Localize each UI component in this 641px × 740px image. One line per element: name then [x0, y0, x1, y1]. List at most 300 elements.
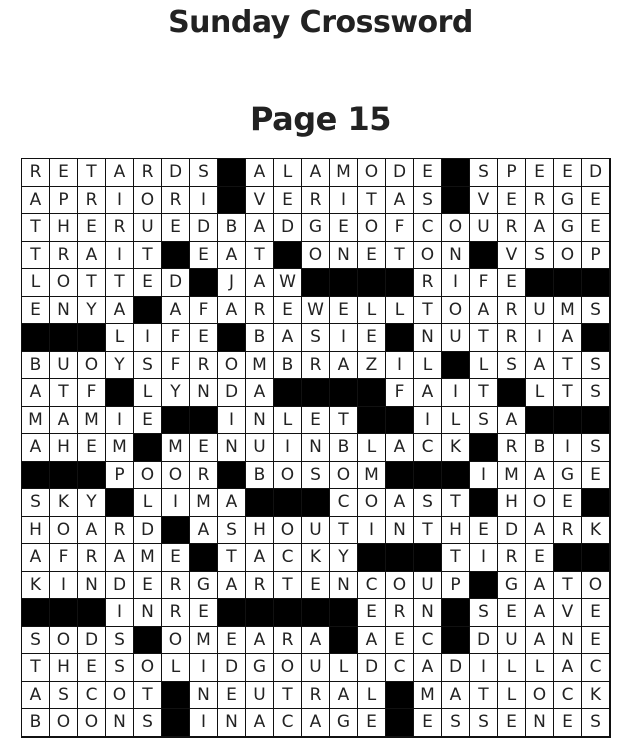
grid-cell[interactable]: M	[134, 544, 162, 572]
grid-cell[interactable]: E	[554, 159, 582, 187]
grid-cell[interactable]: T	[246, 242, 274, 270]
grid-cell[interactable]: U	[498, 627, 526, 655]
grid-cell[interactable]: E	[358, 242, 386, 270]
grid-cell[interactable]: R	[526, 187, 554, 215]
grid-cell[interactable]: A	[246, 214, 274, 242]
grid-cell[interactable]: D	[218, 654, 246, 682]
grid-cell[interactable]: S	[498, 352, 526, 380]
grid-cell[interactable]: L	[134, 489, 162, 517]
grid-cell[interactable]: A	[246, 709, 274, 737]
grid-cell[interactable]: T	[470, 379, 498, 407]
grid-cell[interactable]: J	[218, 269, 246, 297]
grid-cell[interactable]: H	[50, 214, 78, 242]
grid-cell[interactable]: B	[22, 709, 50, 737]
grid-cell[interactable]: I	[358, 517, 386, 545]
grid-cell[interactable]: D	[274, 214, 302, 242]
grid-cell[interactable]: E	[470, 517, 498, 545]
grid-cell[interactable]: S	[582, 709, 610, 737]
grid-cell[interactable]: T	[78, 269, 106, 297]
grid-cell[interactable]: C	[358, 572, 386, 600]
grid-cell[interactable]: D	[498, 517, 526, 545]
grid-cell[interactable]: A	[190, 517, 218, 545]
grid-cell[interactable]: A	[106, 297, 134, 325]
grid-cell[interactable]: S	[106, 627, 134, 655]
grid-cell[interactable]: E	[582, 462, 610, 490]
grid-cell[interactable]: Y	[78, 297, 106, 325]
grid-cell[interactable]: R	[162, 187, 190, 215]
grid-cell[interactable]: B	[526, 434, 554, 462]
grid-cell[interactable]: T	[22, 654, 50, 682]
grid-cell[interactable]: T	[414, 297, 442, 325]
grid-cell[interactable]: D	[358, 654, 386, 682]
grid-cell[interactable]: R	[498, 434, 526, 462]
grid-cell[interactable]: A	[414, 379, 442, 407]
grid-cell[interactable]: A	[302, 159, 330, 187]
grid-cell[interactable]: N	[554, 627, 582, 655]
grid-cell[interactable]: T	[414, 517, 442, 545]
grid-cell[interactable]: S	[470, 159, 498, 187]
grid-cell[interactable]: B	[274, 352, 302, 380]
grid-cell[interactable]: S	[50, 682, 78, 710]
grid-cell[interactable]: P	[498, 159, 526, 187]
grid-cell[interactable]: R	[386, 599, 414, 627]
grid-cell[interactable]: F	[386, 379, 414, 407]
grid-cell[interactable]: U	[302, 517, 330, 545]
grid-cell[interactable]: O	[218, 352, 246, 380]
grid-cell[interactable]: E	[218, 682, 246, 710]
grid-cell[interactable]: D	[162, 159, 190, 187]
grid-cell[interactable]: O	[106, 682, 134, 710]
grid-cell[interactable]: K	[302, 544, 330, 572]
grid-cell[interactable]: G	[554, 462, 582, 490]
grid-cell[interactable]: C	[274, 544, 302, 572]
grid-cell[interactable]: L	[498, 654, 526, 682]
grid-cell[interactable]: S	[218, 517, 246, 545]
grid-cell[interactable]: D	[162, 269, 190, 297]
grid-cell[interactable]: I	[330, 324, 358, 352]
grid-cell[interactable]: K	[582, 682, 610, 710]
grid-cell[interactable]: T	[470, 324, 498, 352]
grid-cell[interactable]: E	[358, 324, 386, 352]
grid-cell[interactable]: S	[526, 242, 554, 270]
grid-cell[interactable]: A	[386, 489, 414, 517]
grid-cell[interactable]: A	[78, 517, 106, 545]
grid-cell[interactable]: B	[330, 434, 358, 462]
grid-cell[interactable]: F	[386, 214, 414, 242]
grid-cell[interactable]: Y	[162, 379, 190, 407]
grid-cell[interactable]: T	[330, 517, 358, 545]
grid-cell[interactable]: O	[386, 572, 414, 600]
grid-cell[interactable]: O	[358, 489, 386, 517]
grid-cell[interactable]: C	[414, 214, 442, 242]
grid-cell[interactable]: A	[554, 654, 582, 682]
grid-cell[interactable]: E	[22, 297, 50, 325]
grid-cell[interactable]: S	[134, 352, 162, 380]
grid-cell[interactable]: O	[526, 682, 554, 710]
grid-cell[interactable]: O	[50, 269, 78, 297]
grid-cell[interactable]: O	[358, 214, 386, 242]
grid-cell[interactable]: D	[78, 627, 106, 655]
grid-cell[interactable]: E	[330, 297, 358, 325]
grid-cell[interactable]: M	[190, 627, 218, 655]
grid-cell[interactable]: I	[106, 599, 134, 627]
grid-cell[interactable]: L	[414, 352, 442, 380]
grid-cell[interactable]: O	[134, 654, 162, 682]
grid-cell[interactable]: G	[554, 187, 582, 215]
grid-cell[interactable]: I	[274, 434, 302, 462]
grid-cell[interactable]: K	[22, 572, 50, 600]
grid-cell[interactable]: F	[190, 297, 218, 325]
grid-cell[interactable]: A	[470, 297, 498, 325]
grid-cell[interactable]: I	[106, 407, 134, 435]
grid-cell[interactable]: Y	[106, 352, 134, 380]
grid-cell[interactable]: D	[218, 379, 246, 407]
grid-cell[interactable]: R	[274, 627, 302, 655]
grid-cell[interactable]: O	[50, 517, 78, 545]
grid-cell[interactable]: L	[330, 654, 358, 682]
grid-cell[interactable]: E	[162, 214, 190, 242]
grid-cell[interactable]: A	[162, 297, 190, 325]
grid-cell[interactable]: M	[22, 407, 50, 435]
grid-cell[interactable]: R	[22, 159, 50, 187]
grid-cell[interactable]: O	[134, 462, 162, 490]
grid-cell[interactable]: N	[218, 709, 246, 737]
grid-cell[interactable]: A	[246, 544, 274, 572]
grid-cell[interactable]: D	[106, 572, 134, 600]
grid-cell[interactable]: E	[78, 434, 106, 462]
grid-cell[interactable]: E	[554, 709, 582, 737]
grid-cell[interactable]: O	[582, 572, 610, 600]
grid-cell[interactable]: D	[582, 159, 610, 187]
grid-cell[interactable]: S	[470, 709, 498, 737]
grid-cell[interactable]: G	[330, 709, 358, 737]
grid-cell[interactable]: A	[22, 187, 50, 215]
grid-cell[interactable]: U	[246, 682, 274, 710]
grid-cell[interactable]: G	[302, 214, 330, 242]
grid-cell[interactable]: I	[190, 709, 218, 737]
grid-cell[interactable]: A	[302, 627, 330, 655]
grid-cell[interactable]: E	[358, 709, 386, 737]
grid-cell[interactable]: L	[386, 297, 414, 325]
grid-cell[interactable]: M	[162, 434, 190, 462]
grid-cell[interactable]: A	[526, 462, 554, 490]
grid-cell[interactable]: S	[22, 627, 50, 655]
grid-cell[interactable]: W	[274, 269, 302, 297]
grid-cell[interactable]: T	[554, 379, 582, 407]
grid-cell[interactable]: D	[386, 159, 414, 187]
grid-cell[interactable]: L	[358, 434, 386, 462]
grid-cell[interactable]: E	[582, 627, 610, 655]
grid-cell[interactable]: T	[218, 544, 246, 572]
grid-cell[interactable]: O	[274, 462, 302, 490]
grid-cell[interactable]: V	[498, 242, 526, 270]
grid-cell[interactable]: B	[218, 214, 246, 242]
grid-cell[interactable]: E	[526, 159, 554, 187]
grid-cell[interactable]: M	[330, 159, 358, 187]
grid-cell[interactable]: S	[414, 187, 442, 215]
grid-cell[interactable]: A	[78, 242, 106, 270]
grid-cell[interactable]: R	[162, 572, 190, 600]
grid-cell[interactable]: C	[554, 682, 582, 710]
grid-cell[interactable]: S	[582, 297, 610, 325]
grid-cell[interactable]: I	[134, 324, 162, 352]
grid-cell[interactable]: D	[190, 214, 218, 242]
grid-cell[interactable]: E	[162, 544, 190, 572]
grid-cell[interactable]: R	[106, 517, 134, 545]
grid-cell[interactable]: D	[442, 654, 470, 682]
grid-cell[interactable]: U	[134, 214, 162, 242]
grid-cell[interactable]: L	[274, 407, 302, 435]
grid-cell[interactable]: U	[414, 572, 442, 600]
grid-cell[interactable]: A	[246, 159, 274, 187]
grid-cell[interactable]: B	[22, 352, 50, 380]
grid-cell[interactable]: S	[190, 159, 218, 187]
grid-cell[interactable]: E	[190, 434, 218, 462]
grid-cell[interactable]: H	[22, 517, 50, 545]
grid-cell[interactable]: A	[22, 682, 50, 710]
grid-cell[interactable]: A	[218, 297, 246, 325]
grid-cell[interactable]: A	[106, 544, 134, 572]
grid-cell[interactable]: R	[498, 324, 526, 352]
grid-cell[interactable]: S	[470, 407, 498, 435]
grid-cell[interactable]: A	[330, 352, 358, 380]
grid-cell[interactable]: M	[358, 462, 386, 490]
grid-cell[interactable]: R	[302, 682, 330, 710]
grid-cell[interactable]: P	[442, 572, 470, 600]
grid-cell[interactable]: S	[582, 379, 610, 407]
grid-cell[interactable]: I	[190, 654, 218, 682]
grid-cell[interactable]: K	[50, 489, 78, 517]
grid-cell[interactable]: H	[246, 517, 274, 545]
grid-cell[interactable]: T	[554, 572, 582, 600]
grid-cell[interactable]: E	[50, 159, 78, 187]
grid-cell[interactable]: H	[442, 517, 470, 545]
grid-cell[interactable]: T	[554, 352, 582, 380]
grid-cell[interactable]: N	[50, 297, 78, 325]
grid-cell[interactable]: R	[246, 297, 274, 325]
grid-cell[interactable]: I	[554, 434, 582, 462]
grid-cell[interactable]: B	[246, 462, 274, 490]
grid-cell[interactable]: I	[470, 462, 498, 490]
grid-cell[interactable]: N	[106, 709, 134, 737]
grid-cell[interactable]: T	[78, 159, 106, 187]
grid-cell[interactable]: I	[414, 407, 442, 435]
grid-cell[interactable]: R	[50, 242, 78, 270]
grid-cell[interactable]: A	[22, 379, 50, 407]
grid-cell[interactable]: K	[442, 434, 470, 462]
grid-cell[interactable]: E	[274, 297, 302, 325]
grid-cell[interactable]: A	[246, 627, 274, 655]
grid-cell[interactable]: E	[134, 269, 162, 297]
grid-cell[interactable]: A	[526, 352, 554, 380]
grid-cell[interactable]: M	[190, 489, 218, 517]
grid-cell[interactable]: N	[218, 434, 246, 462]
grid-cell[interactable]: S	[106, 654, 134, 682]
grid-cell[interactable]: M	[554, 297, 582, 325]
grid-cell[interactable]: A	[218, 242, 246, 270]
grid-cell[interactable]: Z	[358, 352, 386, 380]
grid-cell[interactable]: E	[498, 599, 526, 627]
grid-cell[interactable]: N	[78, 572, 106, 600]
grid-cell[interactable]: A	[526, 572, 554, 600]
grid-cell[interactable]: O	[554, 242, 582, 270]
grid-cell[interactable]: T	[274, 572, 302, 600]
grid-cell[interactable]: R	[498, 544, 526, 572]
grid-cell[interactable]: P	[106, 462, 134, 490]
grid-cell[interactable]: S	[442, 709, 470, 737]
grid-cell[interactable]: E	[274, 187, 302, 215]
grid-cell[interactable]: A	[22, 544, 50, 572]
grid-cell[interactable]: L	[162, 654, 190, 682]
grid-cell[interactable]: I	[526, 324, 554, 352]
grid-cell[interactable]: E	[302, 572, 330, 600]
grid-cell[interactable]: U	[442, 324, 470, 352]
grid-cell[interactable]: N	[414, 599, 442, 627]
grid-cell[interactable]: A	[498, 407, 526, 435]
grid-cell[interactable]: O	[50, 627, 78, 655]
grid-cell[interactable]: M	[246, 352, 274, 380]
grid-cell[interactable]: I	[470, 654, 498, 682]
grid-cell[interactable]: N	[246, 407, 274, 435]
grid-cell[interactable]: G	[554, 214, 582, 242]
grid-cell[interactable]: O	[274, 654, 302, 682]
grid-cell[interactable]: C	[414, 434, 442, 462]
grid-cell[interactable]: S	[302, 324, 330, 352]
grid-cell[interactable]: T	[274, 682, 302, 710]
grid-cell[interactable]: A	[526, 517, 554, 545]
grid-cell[interactable]: O	[414, 242, 442, 270]
grid-cell[interactable]: O	[50, 709, 78, 737]
grid-cell[interactable]: F	[470, 269, 498, 297]
grid-cell[interactable]: L	[22, 269, 50, 297]
grid-cell[interactable]: L	[442, 407, 470, 435]
grid-cell[interactable]: T	[106, 269, 134, 297]
grid-cell[interactable]: E	[582, 599, 610, 627]
grid-cell[interactable]: A	[526, 627, 554, 655]
grid-cell[interactable]: T	[134, 682, 162, 710]
grid-cell[interactable]: E	[554, 489, 582, 517]
grid-cell[interactable]: R	[302, 352, 330, 380]
grid-cell[interactable]: W	[302, 297, 330, 325]
grid-cell[interactable]: A	[414, 654, 442, 682]
grid-cell[interactable]: E	[526, 544, 554, 572]
grid-cell[interactable]: R	[498, 214, 526, 242]
grid-cell[interactable]: H	[50, 434, 78, 462]
grid-cell[interactable]: L	[526, 379, 554, 407]
grid-cell[interactable]: R	[106, 214, 134, 242]
grid-cell[interactable]: T	[442, 489, 470, 517]
grid-cell[interactable]: C	[414, 627, 442, 655]
grid-cell[interactable]: R	[134, 159, 162, 187]
grid-cell[interactable]: N	[330, 242, 358, 270]
grid-cell[interactable]: S	[582, 352, 610, 380]
grid-cell[interactable]: G	[246, 654, 274, 682]
grid-cell[interactable]: A	[302, 709, 330, 737]
grid-cell[interactable]: N	[526, 709, 554, 737]
grid-cell[interactable]: G	[190, 572, 218, 600]
grid-cell[interactable]: O	[78, 709, 106, 737]
grid-cell[interactable]: U	[246, 434, 274, 462]
grid-cell[interactable]: E	[358, 599, 386, 627]
grid-cell[interactable]: C	[582, 654, 610, 682]
grid-cell[interactable]: U	[526, 297, 554, 325]
grid-cell[interactable]: T	[134, 242, 162, 270]
grid-cell[interactable]: L	[134, 379, 162, 407]
grid-cell[interactable]: M	[106, 434, 134, 462]
grid-cell[interactable]: T	[442, 544, 470, 572]
grid-cell[interactable]: P	[50, 187, 78, 215]
grid-cell[interactable]: E	[414, 159, 442, 187]
grid-cell[interactable]: I	[386, 352, 414, 380]
grid-cell[interactable]: E	[190, 324, 218, 352]
grid-cell[interactable]: S	[414, 489, 442, 517]
grid-cell[interactable]: H	[50, 654, 78, 682]
grid-cell[interactable]: L	[358, 297, 386, 325]
grid-cell[interactable]: C	[78, 682, 106, 710]
grid-cell[interactable]: T	[386, 242, 414, 270]
grid-cell[interactable]: A	[526, 214, 554, 242]
grid-cell[interactable]: A	[22, 434, 50, 462]
grid-cell[interactable]: E	[498, 187, 526, 215]
grid-cell[interactable]: I	[190, 187, 218, 215]
grid-cell[interactable]: M	[498, 462, 526, 490]
grid-cell[interactable]: H	[498, 489, 526, 517]
grid-cell[interactable]: C	[386, 654, 414, 682]
grid-cell[interactable]: O	[274, 517, 302, 545]
grid-cell[interactable]: R	[162, 599, 190, 627]
grid-cell[interactable]: R	[554, 517, 582, 545]
grid-cell[interactable]: V	[554, 599, 582, 627]
grid-cell[interactable]: A	[386, 434, 414, 462]
grid-cell[interactable]: E	[498, 269, 526, 297]
grid-cell[interactable]: A	[330, 682, 358, 710]
grid-cell[interactable]: I	[470, 544, 498, 572]
grid-cell[interactable]: E	[582, 214, 610, 242]
grid-cell[interactable]: A	[554, 324, 582, 352]
grid-cell[interactable]: L	[274, 159, 302, 187]
grid-cell[interactable]: E	[190, 242, 218, 270]
grid-cell[interactable]: I	[218, 407, 246, 435]
grid-cell[interactable]: O	[302, 242, 330, 270]
grid-cell[interactable]: R	[302, 187, 330, 215]
grid-cell[interactable]: M	[414, 682, 442, 710]
grid-cell[interactable]: E	[414, 709, 442, 737]
grid-cell[interactable]: T	[22, 214, 50, 242]
grid-cell[interactable]: E	[386, 627, 414, 655]
grid-cell[interactable]: R	[78, 187, 106, 215]
grid-cell[interactable]: R	[190, 352, 218, 380]
grid-cell[interactable]: A	[218, 489, 246, 517]
grid-cell[interactable]: R	[246, 572, 274, 600]
grid-cell[interactable]: N	[386, 517, 414, 545]
grid-cell[interactable]: U	[50, 352, 78, 380]
grid-cell[interactable]: G	[498, 572, 526, 600]
grid-cell[interactable]: E	[190, 599, 218, 627]
grid-cell[interactable]: N	[134, 599, 162, 627]
grid-cell[interactable]: R	[78, 544, 106, 572]
grid-cell[interactable]: I	[50, 572, 78, 600]
grid-cell[interactable]: O	[442, 214, 470, 242]
grid-cell[interactable]: A	[526, 599, 554, 627]
grid-cell[interactable]: F	[50, 544, 78, 572]
grid-cell[interactable]: N	[190, 379, 218, 407]
grid-cell[interactable]: N	[414, 324, 442, 352]
grid-cell[interactable]: P	[582, 242, 610, 270]
grid-cell[interactable]: E	[582, 187, 610, 215]
grid-cell[interactable]: N	[302, 434, 330, 462]
grid-cell[interactable]: V	[246, 187, 274, 215]
grid-cell[interactable]: L	[358, 682, 386, 710]
